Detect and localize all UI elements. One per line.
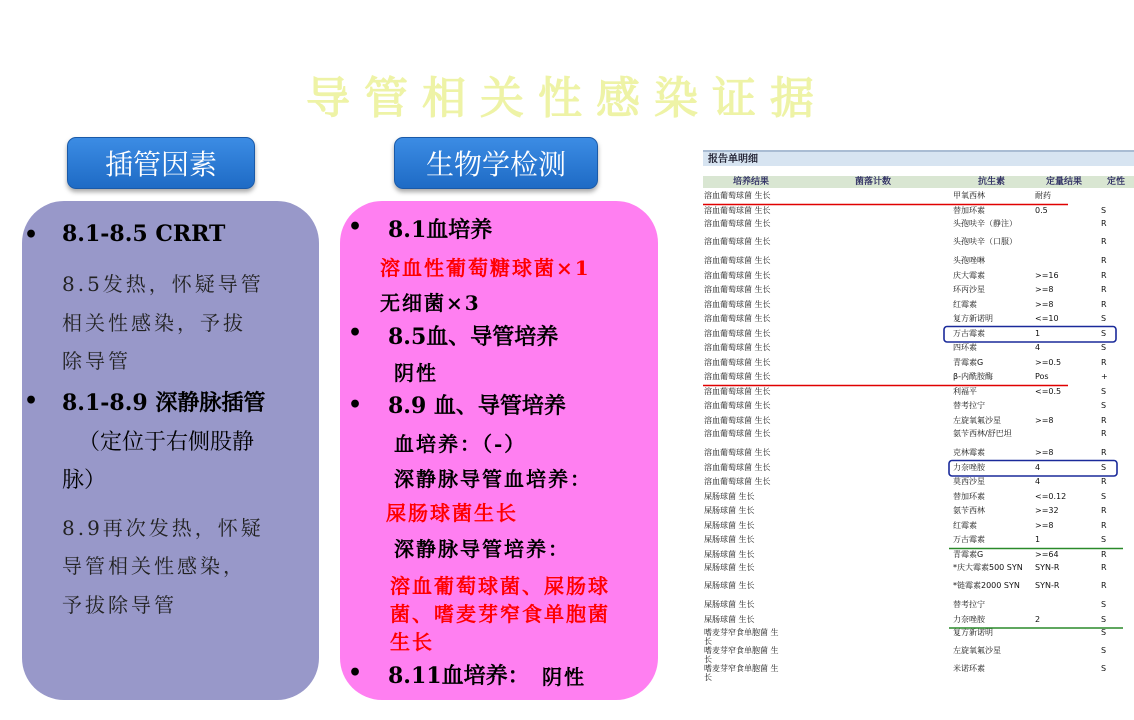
table-cell: 溶血葡萄球菌 生长 [704, 285, 771, 294]
table-cell: R [1101, 237, 1107, 246]
table-cell: 左旋氧氟沙星 [953, 646, 1001, 655]
table-cell: 替考拉宁 [953, 600, 985, 609]
right-text-red: 溶血性葡萄糖球菌×1 [380, 256, 591, 280]
col-header: 培养结果 [733, 177, 770, 187]
table-cell: 替加环素 [953, 491, 985, 501]
table-cell: 复方新诺明 [953, 314, 993, 323]
table-cell: >=16 [1035, 270, 1059, 280]
table-cell: <=10 [1035, 314, 1059, 323]
right-text: 阴性 [542, 665, 586, 689]
table-cell: 青霉素G [953, 549, 984, 559]
right-item-blood-catheter-89: 8.9 血、导管培养 [388, 393, 566, 419]
annotation-marks [703, 150, 1134, 720]
right-text-red: 生长 [390, 630, 434, 654]
table-cell: 万古霉素 [953, 535, 985, 544]
table-cell: 溶血葡萄球菌 生长 [704, 343, 771, 352]
left-item-crrt: 8.1-8.5 CRRT [62, 221, 226, 247]
table-cell: S [1101, 205, 1107, 215]
table-cell: 屎肠球菌 生长 [704, 600, 755, 609]
col-header: 菌落计数 [855, 177, 892, 187]
highlight-box [944, 327, 1116, 343]
table-cell: 1 [1035, 535, 1041, 544]
table-cell: 甲氧西林 [953, 191, 985, 200]
table-cell: R [1101, 549, 1107, 559]
table-cell: SYN-R [1035, 581, 1060, 590]
table-cell: 氨苄西林 [953, 506, 985, 515]
table-cell: 溶血葡萄球菌 生长 [704, 386, 771, 396]
table-cell: 左旋氧氟沙星 [953, 415, 1001, 425]
table-cell: 溶血葡萄球菌 生长 [704, 191, 771, 200]
right-item-blood-culture: 8.1血培养 [388, 217, 493, 243]
right-text-red: 屎肠球菌生长 [386, 501, 518, 525]
table-cell: 4 [1035, 343, 1041, 352]
table-cell: R [1101, 581, 1107, 590]
table-cell: 替考拉宁 [953, 401, 985, 410]
table-cell: 替加环素 [953, 205, 985, 215]
table-cell: R [1101, 285, 1107, 294]
table-cell: 溶血葡萄球菌 生长 [704, 237, 771, 246]
table-cell: 屎肠球菌 生长 [704, 549, 755, 559]
table-cell: Pos [1035, 372, 1049, 381]
table-cell: 四环素 [953, 343, 977, 352]
right-text-red: 溶血葡萄球菌、屎肠球 [390, 574, 610, 598]
table-cell: >=8 [1035, 520, 1054, 530]
table-cell: 莫西沙星 [953, 477, 985, 486]
right-text: 阴性 [394, 361, 438, 385]
table-cell: 屎肠球菌 生长 [704, 520, 755, 530]
table-cell: <=0.5 [1035, 386, 1062, 396]
table-cell: 0.5 [1035, 205, 1048, 215]
table-cell: S [1101, 614, 1107, 624]
table-cell: 4 [1035, 477, 1041, 486]
table-cell: S [1101, 646, 1107, 655]
table-cell: 溶血葡萄球菌 生长 [704, 219, 771, 228]
table-cell: R [1101, 520, 1107, 530]
table-cell: R [1101, 415, 1107, 425]
table-cell: S [1101, 664, 1107, 673]
bullet-dot: • [348, 214, 363, 240]
table-cell: 嗜麦芽窄食单胞菌 生长 [704, 646, 779, 664]
table-cell: 屎肠球菌 生长 [704, 614, 755, 624]
table-cell: 溶血葡萄球菌 生长 [704, 314, 771, 323]
table-cell: 环丙沙星 [953, 285, 985, 294]
table-cell: >=8 [1035, 415, 1054, 425]
left-text-line: 8.9再次发热，怀疑 [62, 516, 264, 540]
right-text-red: 菌、嗜麦芽窄食单胞菌 [390, 602, 610, 626]
table-cell: R [1101, 477, 1107, 486]
table-cell: 红霉素 [953, 299, 977, 309]
table-cell: R [1101, 299, 1107, 309]
table-cell: 溶血葡萄球菌 生长 [704, 256, 771, 265]
table-cell: *庆大霉素500 SYN [953, 563, 1023, 572]
table-cell: >=8 [1035, 285, 1054, 294]
table-cell: β-内酰胺酶 [953, 372, 993, 381]
right-text: 深静脉导管培养： [394, 537, 570, 561]
table-cell: 屎肠球菌 生长 [704, 535, 755, 544]
left-text-line: 相关性感染，予拔 [62, 311, 246, 335]
table-cell: 头孢呋辛（口服） [953, 237, 1017, 246]
right-text: 无细菌×3 [380, 291, 481, 315]
table-cell: 克林霉素 [953, 448, 985, 457]
biology-tests-button[interactable]: 生物学检测 [394, 137, 598, 189]
table-cell: 溶血葡萄球菌 生长 [704, 299, 771, 309]
table-cell: 红霉素 [953, 520, 977, 530]
table-cell: 溶血葡萄球菌 生长 [704, 205, 771, 215]
right-item-blood-culture-811: 8.11血培养： [388, 663, 530, 689]
bullet-dot: • [348, 392, 363, 418]
table-cell: 屎肠球菌 生长 [704, 491, 755, 501]
table-cell: R [1101, 448, 1107, 457]
table-cell: S [1101, 491, 1107, 501]
table-cell: 1 [1035, 328, 1041, 338]
table-cell: S [1101, 600, 1107, 609]
table-cell: 溶血葡萄球菌 生长 [704, 328, 771, 338]
table-cell: 头孢呋辛（静注） [953, 219, 1017, 228]
table-cell: 头孢唑啉 [953, 256, 985, 265]
table-cell: 复方新诺明 [953, 628, 993, 637]
highlight-box [949, 461, 1117, 477]
table-cell: *链霉素2000 SYN [953, 581, 1020, 590]
table-cell: S [1101, 462, 1107, 472]
table-cell: 嗜麦芽窄食单胞菌 生长 [704, 628, 779, 646]
insertion-factors-button[interactable]: 插管因素 [67, 137, 255, 189]
bullet-dot: • [348, 660, 363, 686]
table-cell: 屎肠球菌 生长 [704, 581, 755, 590]
table-cell: >=32 [1035, 506, 1059, 515]
col-header: 抗生素 [978, 177, 1006, 187]
table-cell: 屎肠球菌 生长 [704, 563, 755, 572]
table-cell: 米诺环素 [953, 664, 985, 673]
table-cell: S [1101, 343, 1107, 352]
table-cell: >=0.5 [1035, 357, 1062, 367]
table-cell: 溶血葡萄球菌 生长 [704, 270, 771, 280]
bullet-dot: • [24, 388, 39, 414]
table-cell: S [1101, 328, 1107, 338]
left-text-line: 导管相关性感染， [62, 554, 246, 578]
table-cell: S [1101, 314, 1107, 323]
table-cell: 溶血葡萄球菌 生长 [704, 357, 771, 367]
right-text: 血培养：（-） [394, 432, 527, 456]
table-cell: 溶血葡萄球菌 生长 [704, 415, 771, 425]
table-cell: 4 [1035, 462, 1041, 472]
table-cell: 万古霉素 [953, 328, 985, 338]
table-cell: + [1101, 372, 1108, 381]
table-cell: 溶血葡萄球菌 生长 [704, 462, 771, 472]
table-cell: 屎肠球菌 生长 [704, 506, 755, 515]
table-cell: R [1101, 270, 1107, 280]
table-cell: R [1101, 219, 1107, 228]
table-cell: 溶血葡萄球菌 生长 [704, 401, 771, 410]
table-cell: 溶血葡萄球菌 生长 [704, 477, 771, 486]
table-cell: 2 [1035, 614, 1041, 624]
table-cell: R [1101, 506, 1107, 515]
table-cell: 耐药 [1035, 191, 1051, 200]
slide-title: 导管相关性感染证据 [306, 73, 828, 124]
left-text-line: 予拔除导管 [62, 593, 177, 617]
table-cell: >=64 [1035, 549, 1059, 559]
table-cell: 氨苄西林/舒巴坦 [953, 429, 1012, 438]
table-cell: S [1101, 535, 1107, 544]
table-cell: S [1101, 386, 1107, 396]
table-cell: 力奈唑胺 [953, 614, 985, 624]
left-item-deep-vein: 8.1-8.9 深静脉插管 [62, 390, 266, 416]
col-header: 定性 [1107, 177, 1126, 187]
left-text-line: 除导管 [62, 349, 131, 373]
table-cell: 溶血葡萄球菌 生长 [704, 429, 771, 438]
right-item-blood-catheter: 8.5血、导管培养 [388, 324, 559, 350]
bullet-dot: • [348, 320, 363, 346]
col-header: 定量结果 [1046, 177, 1083, 187]
table-cell: 溶血葡萄球菌 生长 [704, 448, 771, 457]
table-cell: 青霉素G [953, 357, 984, 367]
table-cell: S [1101, 401, 1107, 410]
table-cell: SYN-R [1035, 563, 1060, 572]
left-text-line: 8.5发热，怀疑导管 [62, 272, 264, 296]
left-text-line: （定位于右侧股静 [78, 430, 255, 455]
table-cell: 利福平 [953, 386, 977, 396]
table-cell: R [1101, 357, 1107, 367]
bullet-dot: • [24, 222, 39, 248]
table-cell: S [1101, 628, 1107, 637]
table-cell: 力奈唑胺 [953, 462, 985, 472]
table-cell: 庆大霉素 [953, 270, 985, 280]
lab-report-table [703, 150, 1134, 720]
table-cell: <=0.12 [1035, 491, 1067, 501]
left-text-line: 脉） [62, 468, 107, 493]
right-text: 深静脉导管血培养： [394, 467, 592, 491]
table-cell: >=8 [1035, 448, 1054, 457]
table-cell: R [1101, 429, 1107, 438]
table-cell: R [1101, 256, 1107, 265]
table-cell: 溶血葡萄球菌 生长 [704, 372, 771, 381]
table-cell: R [1101, 563, 1107, 572]
table-cell: >=8 [1035, 299, 1054, 309]
report-header: 报告单明细 [703, 150, 1134, 166]
table-cell: 嗜麦芽窄食单胞菌 生长 [704, 664, 779, 682]
